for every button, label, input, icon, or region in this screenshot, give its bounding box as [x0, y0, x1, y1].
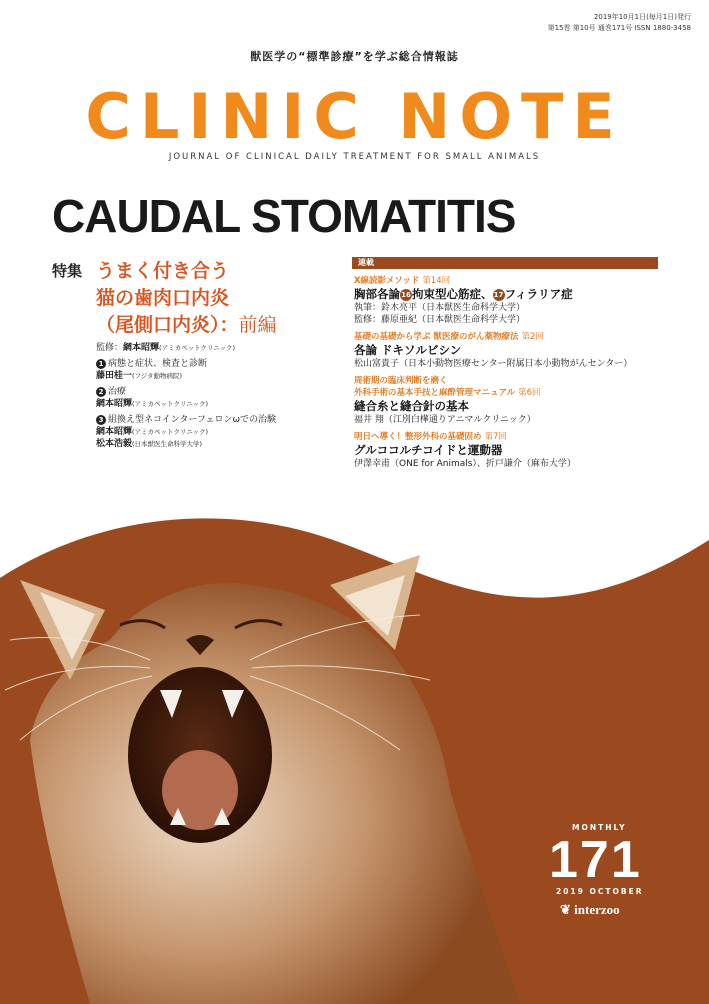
feature-contents — [96, 342, 276, 450]
publication-date: 2019年10月1日(毎月1日)発行 — [593, 13, 691, 21]
feature-label: 特集 — [52, 262, 83, 280]
issue-date: 2019 OCTOBER — [556, 887, 644, 896]
feature-item: 1 病態と症状、検査と診断 藤田桂一(フジタ動物病院) — [96, 359, 208, 381]
feature-title-line2: 猫の歯肉口内炎 — [96, 287, 230, 309]
chapter-number-badge: 16 — [401, 291, 411, 299]
feature-item: 3 組換え型ネコインターフェロンωでの治験 網本昭輝(アミカペットクリニック) 松本浩毅(日本獣医生命科学大学) — [96, 415, 277, 449]
publication-meta — [548, 12, 691, 34]
serials-header-bar: 連載 — [352, 257, 658, 269]
publisher-logo — [560, 902, 620, 918]
publisher-name: interzoo — [574, 902, 620, 917]
issue-monthly-label: MONTHLY — [572, 823, 627, 832]
feature-title — [96, 258, 277, 339]
cover-headline: CAUDAL STOMATITIS — [52, 190, 516, 242]
serials-list — [354, 275, 664, 475]
serial-entry: 明日へ導く！整形外科の基礎固め 第7回 グルココルチコイドと運動器 伊澤幸甫（ONE for Animals）、折戸謙介（麻布大学） — [354, 432, 576, 469]
feature-title-line1: うまく付き合う — [96, 260, 230, 282]
serial-entry: 周術期の臨床判断を磨く 外科手術の基本手技と麻酔管理マニュアル 第6回 縫合糸と縫合針の基本 福井 翔（江別白樺通りアニマルクリニック） — [354, 376, 541, 425]
feature-supervisor: 監修：網本昭輝(アミカペットクリニック) — [96, 343, 236, 353]
publisher-mark-icon: ❦ — [560, 902, 571, 917]
magazine-logo: CLINIC NOTE — [85, 80, 624, 153]
feature-title-line3: （尾側口内炎）：前編 — [96, 314, 277, 336]
issue-number: 171 — [549, 831, 642, 889]
volume-info: 第15巻 第10号 通巻171号 ISSN 1880-3458 — [547, 24, 691, 32]
serial-entry: 基礎の基礎から学ぶ 獣医療のがん薬物療法 第2回 各論 ドキソルビシン 松山富貴子（日本小動物医療センター附属日本小動物がんセンター） — [354, 332, 633, 369]
item-number-badge: 3 — [96, 415, 106, 425]
serial-entry: X線読影メソッド 第14回 胸部各論16拘束型心筋症、17フィラリア症 執筆：鈴木亮平（日本獣医生命科学大学） 監修：藤原亜紀（日本獣医生命科学大学） — [354, 276, 573, 325]
item-number-badge: 2 — [96, 387, 106, 397]
magazine-subtitle: JOURNAL OF CLINICAL DAILY TREATMENT FOR SMALL ANIMALS — [168, 152, 541, 162]
chapter-number-badge: 17 — [493, 291, 504, 299]
feature-item: 2 治療 網本昭輝(アミカペットクリニック) — [96, 387, 209, 409]
item-number-badge: 1 — [96, 359, 106, 369]
feature-title-suffix: 前編 — [238, 314, 277, 336]
magazine-tagline: 獣医学の“標準診療”を学ぶ総合情報誌 — [250, 50, 459, 63]
